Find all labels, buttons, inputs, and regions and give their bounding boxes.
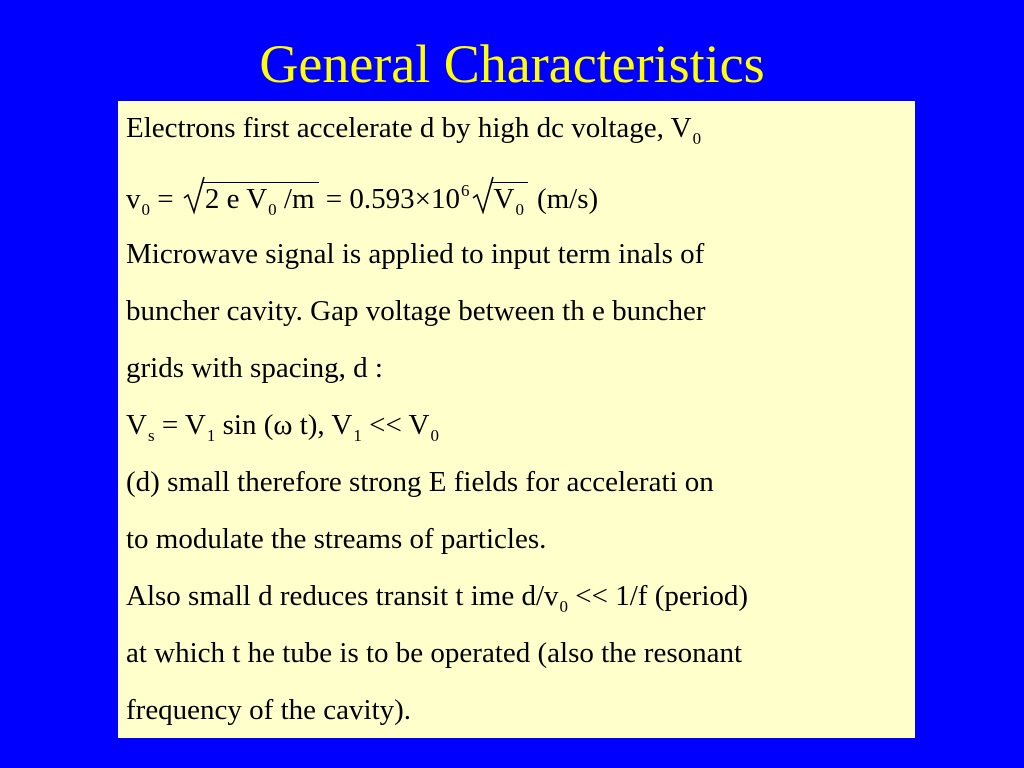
text-line-small-d: (d) small therefore strong E fields for accelerati on — [126, 466, 714, 498]
rad1-subscript: 0 — [268, 200, 277, 219]
rad2-text: V — [493, 183, 515, 215]
sqrt-sign-icon — [183, 176, 205, 216]
sqrt-V0 — [472, 181, 528, 226]
rad1-post: /m — [276, 183, 315, 215]
eq1-exponent: 6 — [461, 181, 470, 200]
text-line-operated: at which t he tube is to be operated (also the resonant — [126, 637, 743, 669]
eq2-b-subscript: 1 — [206, 426, 216, 445]
gap-voltage-equation — [126, 407, 439, 454]
velocity-equation — [126, 173, 598, 228]
text-line-grids: grids with spacing, d : — [126, 352, 383, 384]
slide-title: General Characteristics — [259, 34, 765, 94]
eq2-c: sin (ω t), V — [215, 409, 353, 441]
eq2-d-subscript: 0 — [430, 426, 439, 445]
line9-subscript: 0 — [559, 597, 569, 616]
eq2-c-subscript: 1 — [353, 426, 362, 445]
rad1-pre: 2 e V — [204, 183, 268, 215]
eq1-v-subscript: 0 — [141, 200, 150, 219]
eq1-mid: = 0.593×10 — [318, 183, 460, 215]
sqrt-sign-icon — [472, 176, 494, 216]
text-line-frequency: frequency of the cavity). — [126, 694, 412, 726]
line1-text: Electrons first accelerate d by high dc voltage, V — [126, 112, 692, 144]
line9-pre: Also small d reduces transit t ime d/v — [126, 580, 559, 612]
line1-subscript: 0 — [692, 129, 702, 148]
text-line-modulate: to modulate the streams of particles. — [126, 523, 547, 555]
text-line-microwave: Microwave signal is applied to input term inals of — [126, 238, 705, 270]
text-line-transit-time — [126, 578, 748, 625]
text-line-buncher: buncher cavity. Gap voltage between th e buncher — [126, 295, 706, 327]
sqrt-2eV0-over-m — [183, 181, 319, 226]
eq2-d: << V — [361, 409, 430, 441]
eq2-b: = V — [154, 409, 206, 441]
content-box — [118, 101, 915, 738]
line9-post: << 1/f (period) — [568, 580, 749, 612]
eq1-equals: = — [150, 183, 181, 215]
eq1-v: v — [126, 183, 141, 215]
eq2-a: V — [126, 409, 147, 441]
text-line-electrons — [126, 110, 701, 157]
eq1-units: (m/s) — [536, 183, 599, 215]
rad2-subscript: 0 — [515, 200, 524, 219]
eq2-a-subscript: s — [147, 426, 155, 445]
